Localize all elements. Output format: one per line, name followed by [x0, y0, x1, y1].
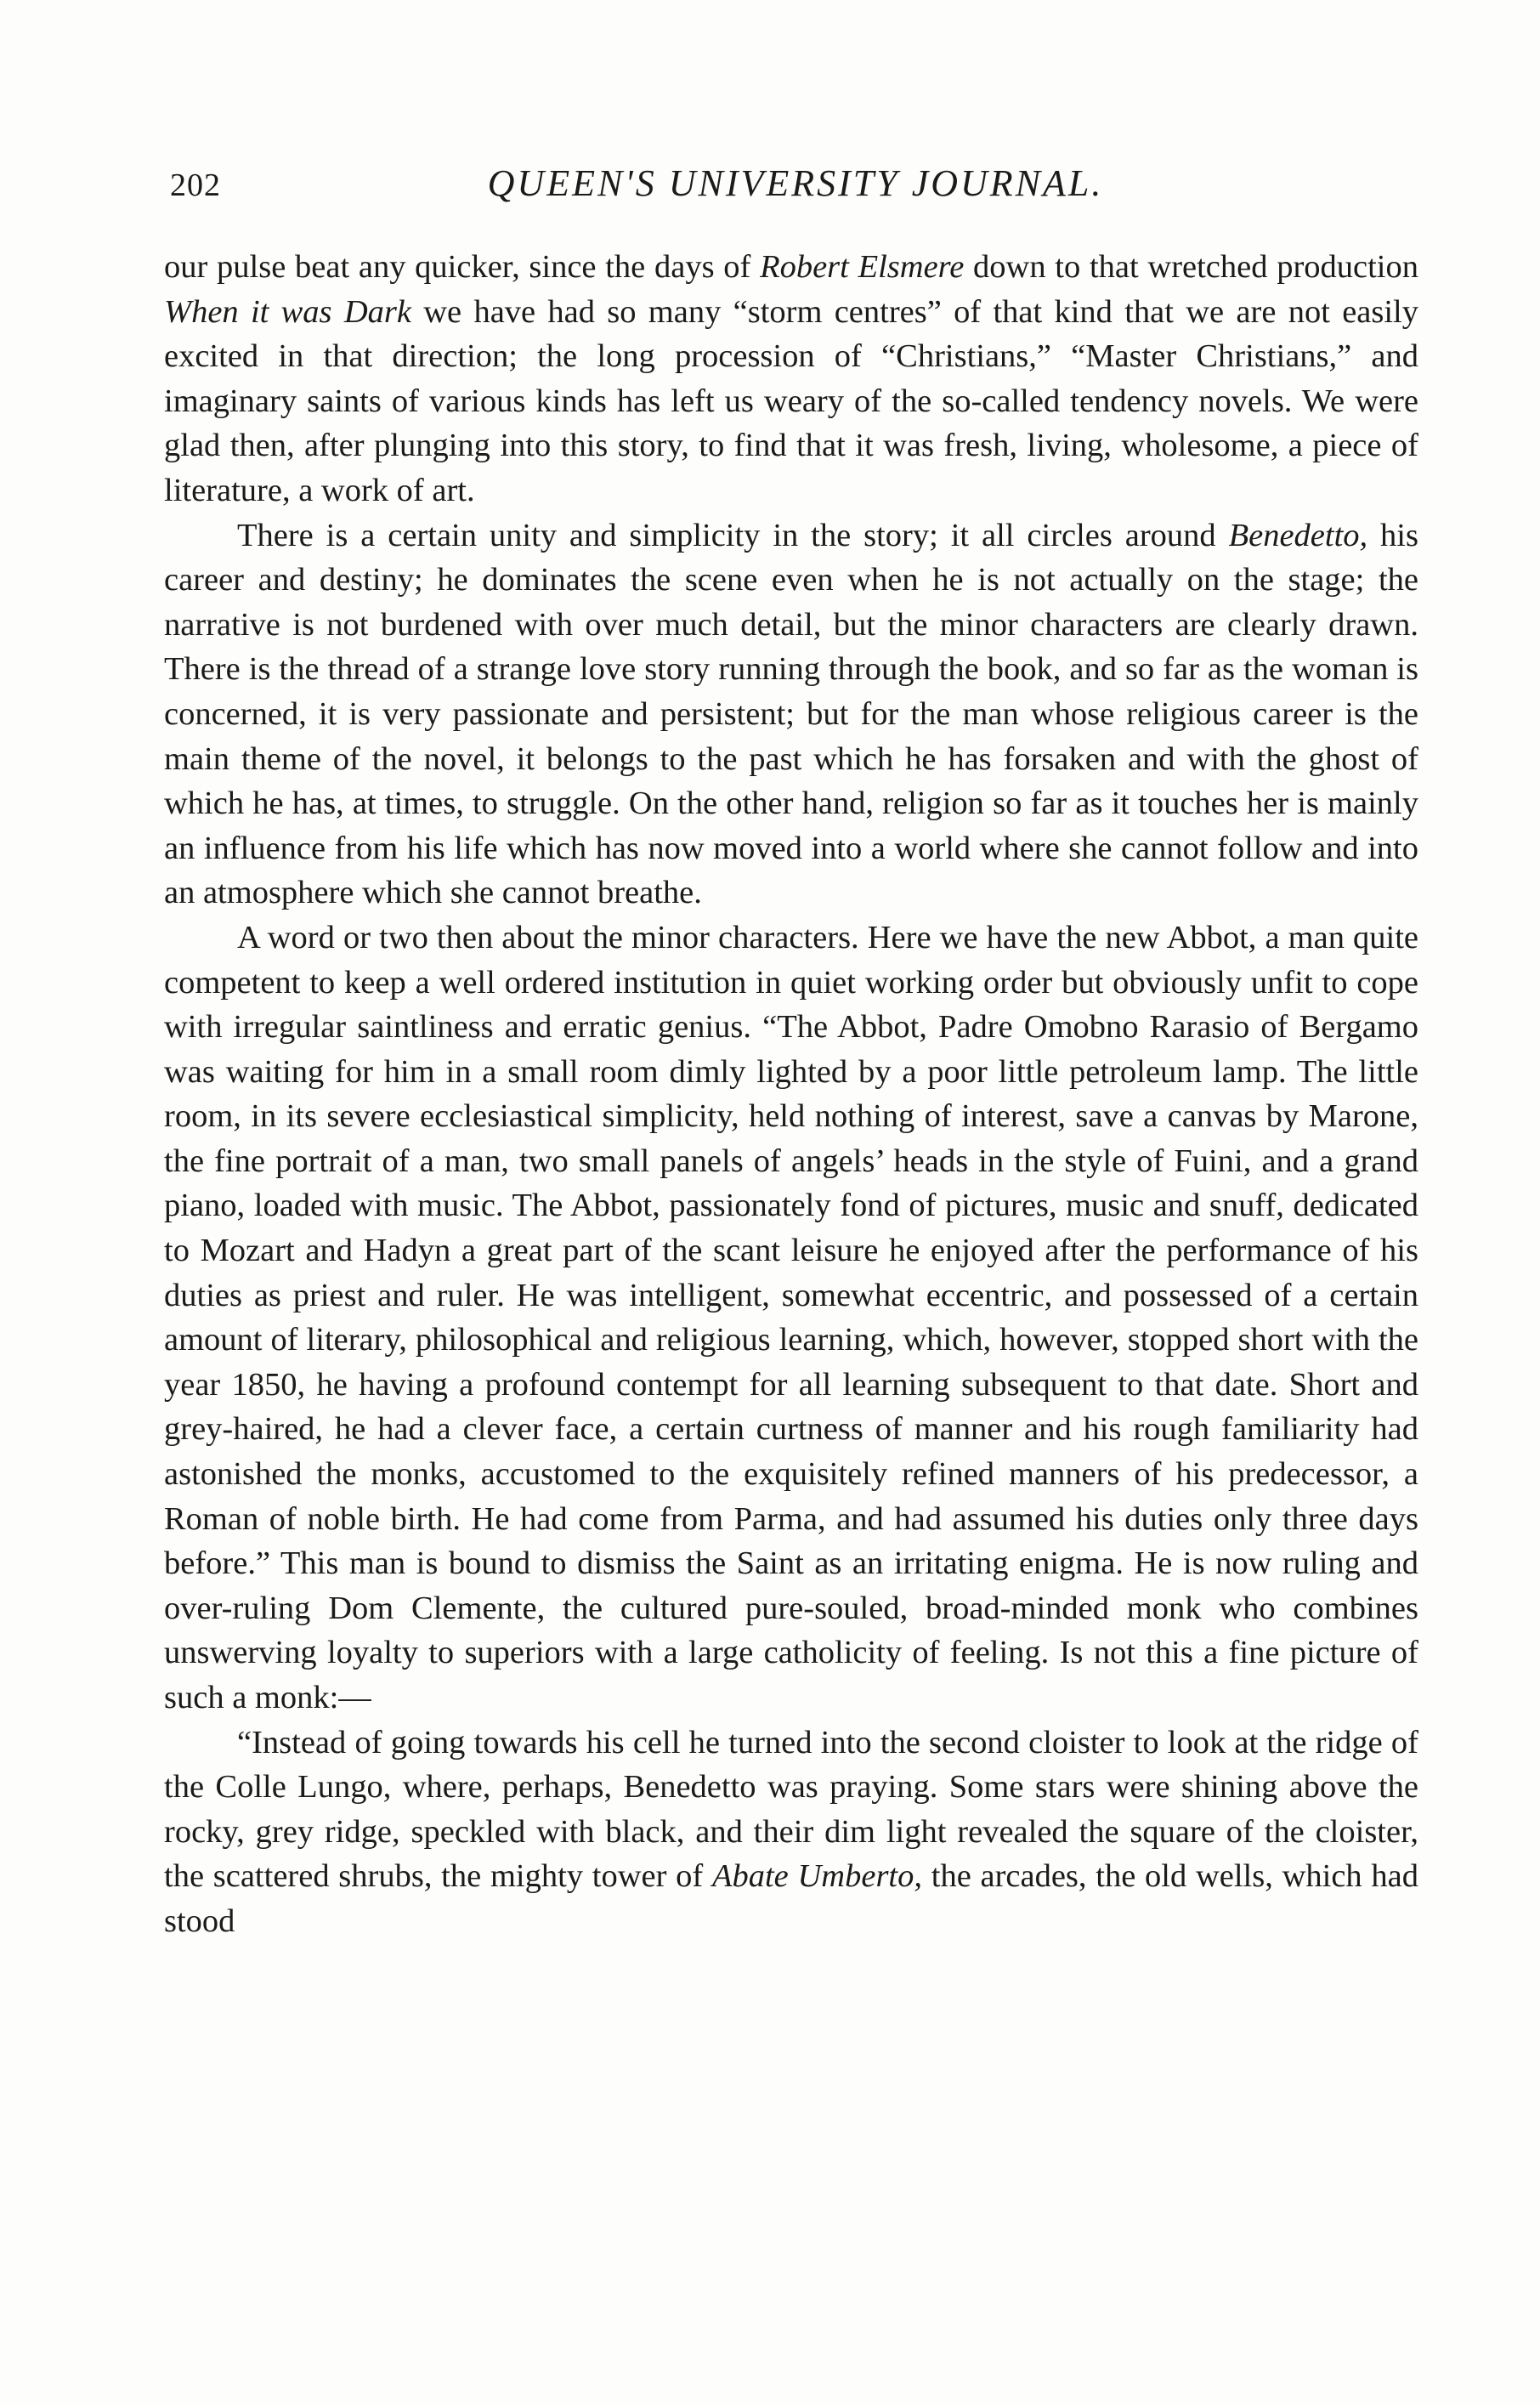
text-segment: his career and destiny; he dominates the scene even when he is not actually on the stage; the narrative is not burdened with over much detail, but the minor characters are clearly drawn. There is the thread of a strange love story running through the book, and so far as the woman is concerned, it is very passionate and persistent; but for the man whose religious career is the main theme of the novel, it belongs to the past which he has forsaken and with the ghost of which he has, at times, to struggle. On the other hand, religion so far as it touches her is mainly an influence from his life which has now moved into a world where she cannot follow and into an atmosphere which she cannot breathe.	[164, 517, 1418, 911]
page-number: 202	[170, 167, 221, 203]
text-segment: down to that wretched production	[964, 249, 1418, 285]
italic-text-segment: Robert Elsmere	[760, 249, 965, 285]
text-segment: our pulse beat any quicker, since the days of	[164, 249, 761, 285]
text-segment: There is a certain unity and simplicity in the story; it all circles around	[237, 517, 1229, 553]
text-segment: we have had so many “storm centres” of that kind that we are not easily excited in that direction; the long procession of “Christians,” “Master Christians,” and imaginary saints of various kinds has left us weary of the so-called tendency novels. We were glad then, after plunging into this story, to find that it was fresh, living, wholesome, a piece of literature, a work of art.	[164, 293, 1418, 508]
page-header	[170, 162, 1421, 213]
italic-text-segment: When it was Dark	[164, 293, 411, 330]
text-segment: “Instead of going towards his cell he turned into the second cloister to look at the ridge of the Colle Lungo, where, perhaps, Benedetto was praying. Some stars were shining above the rocky, grey ridge, speckled with black, and their dim light revealed the square of the cloister, the scattered shrubs, the mighty tower of	[164, 1724, 1418, 1895]
paragraph	[164, 1721, 1418, 1944]
paragraph	[164, 245, 1418, 513]
italic-text-segment: Benedetto,	[1228, 517, 1368, 553]
article-body	[164, 245, 1418, 1944]
paragraph	[164, 513, 1418, 916]
paragraph	[164, 916, 1418, 1721]
text-segment: A word or two then about the minor characters. Here we have the new Abbot, a man quite competent to keep a well ordered institution in quiet working order but obviously unfit to cope with irregular saintliness and erratic genius. “The Abbot, Padre Omobno Rarasio of Bergamo was waiting for him in a small room dimly lighted by a poor little petroleum lamp. The little room, in its severe ecclesiastical simplicity, held nothing of interest, save a canvas by Marone, the fine portrait of a man, two small panels of angels’ heads in the style of Fuini, and a grand piano, loaded with music. The Abbot, passionately fond of pictures, music and snuff, dedicated to Mozart and Hadyn a great part of the scant leisure he enjoyed after the performance of his duties as priest and ruler. He was intelligent, somewhat eccentric, and possessed of a certain amount of literary, philosophical and religious learning, which, however, stopped short with the year 1850, he having a profound contempt for all learning subsequent to that date. Short and grey-haired, he had a clever face, a certain curtness of manner and his rough familiarity had astonished the monks, accustomed to the exquisitely refined manners of his predecessor, a Roman of noble birth. He had come from Parma, and had assumed his duties only three days before.” This man is bound to dismiss the Saint as an irritating enigma. He is now ruling and over-ruling Dom Clemente, the cultured pure-souled, broad-minded monk who combines unswerving loyalty to superiors with a large catholicity of feeling. Is not this a fine picture of such a monk:—	[164, 919, 1418, 1715]
italic-text-segment: Abate Umberto,	[711, 1858, 923, 1895]
running-title: QUEEN'S UNIVERSITY JOURNAL.	[487, 162, 1104, 204]
text-segment: the arcades, the old wells, which had stood	[164, 1858, 1418, 1939]
